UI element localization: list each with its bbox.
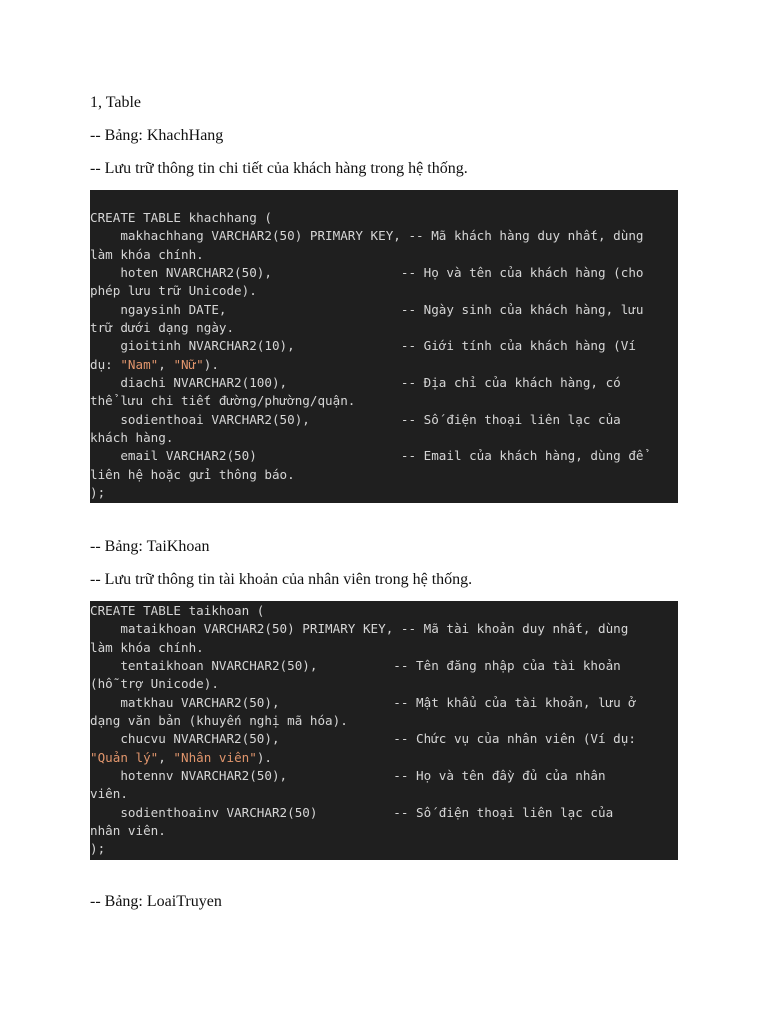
code-line: mataikhoan VARCHAR2(50) PRIMARY KEY, -- Mã tài khoản duy nhất, dùng <box>90 621 629 637</box>
code-line: dạng văn bản (khuyến nghị mã hóa). <box>90 713 348 729</box>
string-literal: "Nhân viên" <box>173 749 257 765</box>
code-line: sodienthoainv VARCHAR2(50) -- Số điện thoại liên lạc của <box>90 804 614 820</box>
code-line: viên. <box>90 786 128 802</box>
string-literal: "Nữ" <box>173 356 204 372</box>
khachhang-description: -- Lưu trữ thông tin chi tiết của khách hàng trong hệ thống. <box>90 160 468 177</box>
code-text: dụ: <box>90 356 121 372</box>
code-text: ). <box>203 356 219 372</box>
code-line <box>90 356 678 374</box>
code-line: CREATE TABLE taikhoan ( <box>90 603 265 618</box>
code-line: (hỗ trợ Unicode). <box>90 676 219 692</box>
code-line: makhachhang VARCHAR2(50) PRIMARY KEY, -- Mã khách hàng duy nhất, dùng <box>90 228 644 244</box>
taikhoan-description: -- Lưu trữ thông tin tài khoản của nhân viên trong hệ thống. <box>90 571 473 588</box>
code-line: liên hệ hoặc gửi thông báo. <box>90 466 295 482</box>
taikhoan-code-block <box>90 601 678 860</box>
string-literal: "Nam" <box>120 356 159 372</box>
code-line: hoten NVARCHAR2(50), -- Họ và tên của khách hàng (cho <box>90 265 644 281</box>
code-line-closing: ); <box>90 841 106 857</box>
code-line: thể lưu chi tiết đường/phường/quận. <box>90 393 356 409</box>
code-line <box>90 749 678 767</box>
taikhoan-title: -- Bảng: TaiKhoan <box>90 538 210 555</box>
code-line: phép lưu trữ Unicode). <box>90 283 257 299</box>
khachhang-title: -- Bảng: KhachHang <box>90 127 224 144</box>
code-line: làm khóa chính. <box>90 639 204 655</box>
code-text: , <box>158 356 174 372</box>
code-line: tentaikhoan NVARCHAR2(50), -- Tên đăng nhập của tài khoản <box>90 658 621 674</box>
code-line: email VARCHAR2(50) -- Email của khách hàng, dùng để <box>90 448 644 464</box>
code-line: diachi NVARCHAR2(100), -- Địa chỉ của khách hàng, có <box>90 375 621 391</box>
section-heading: 1, Table <box>90 94 142 111</box>
code-line: ngaysinh DATE, -- Ngày sinh của khách hàng, lưu <box>90 301 644 317</box>
code-line: matkhau VARCHAR2(50), -- Mật khẩu của tài khoản, lưu ở <box>90 694 636 710</box>
code-line: trữ dưới dạng ngày. <box>90 320 235 336</box>
code-line: nhân viên. <box>90 823 166 839</box>
code-line: chucvu NVARCHAR2(50), -- Chức vụ của nhân viên (Ví dụ: <box>90 731 636 747</box>
string-literal: "Quản lý" <box>90 749 159 765</box>
code-line: làm khóa chính. <box>90 246 204 262</box>
code-line: khách hàng. <box>90 430 174 446</box>
loaitruyen-title: -- Bảng: LoaiTruyen <box>90 893 222 910</box>
khachhang-code-block <box>90 190 678 503</box>
code-line: hotennv NVARCHAR2(50), -- Họ và tên đầy đủ của nhân <box>90 768 606 784</box>
code-text: ). <box>256 749 272 765</box>
code-line: CREATE TABLE khachhang ( <box>90 210 272 225</box>
code-line: gioitinh NVARCHAR2(10), -- Giới tính của khách hàng (Ví <box>90 338 636 354</box>
code-text: , <box>158 749 174 765</box>
code-line-closing: ); <box>90 485 106 501</box>
code-line: sodienthoai VARCHAR2(50), -- Số điện thoại liên lạc của <box>90 411 621 427</box>
